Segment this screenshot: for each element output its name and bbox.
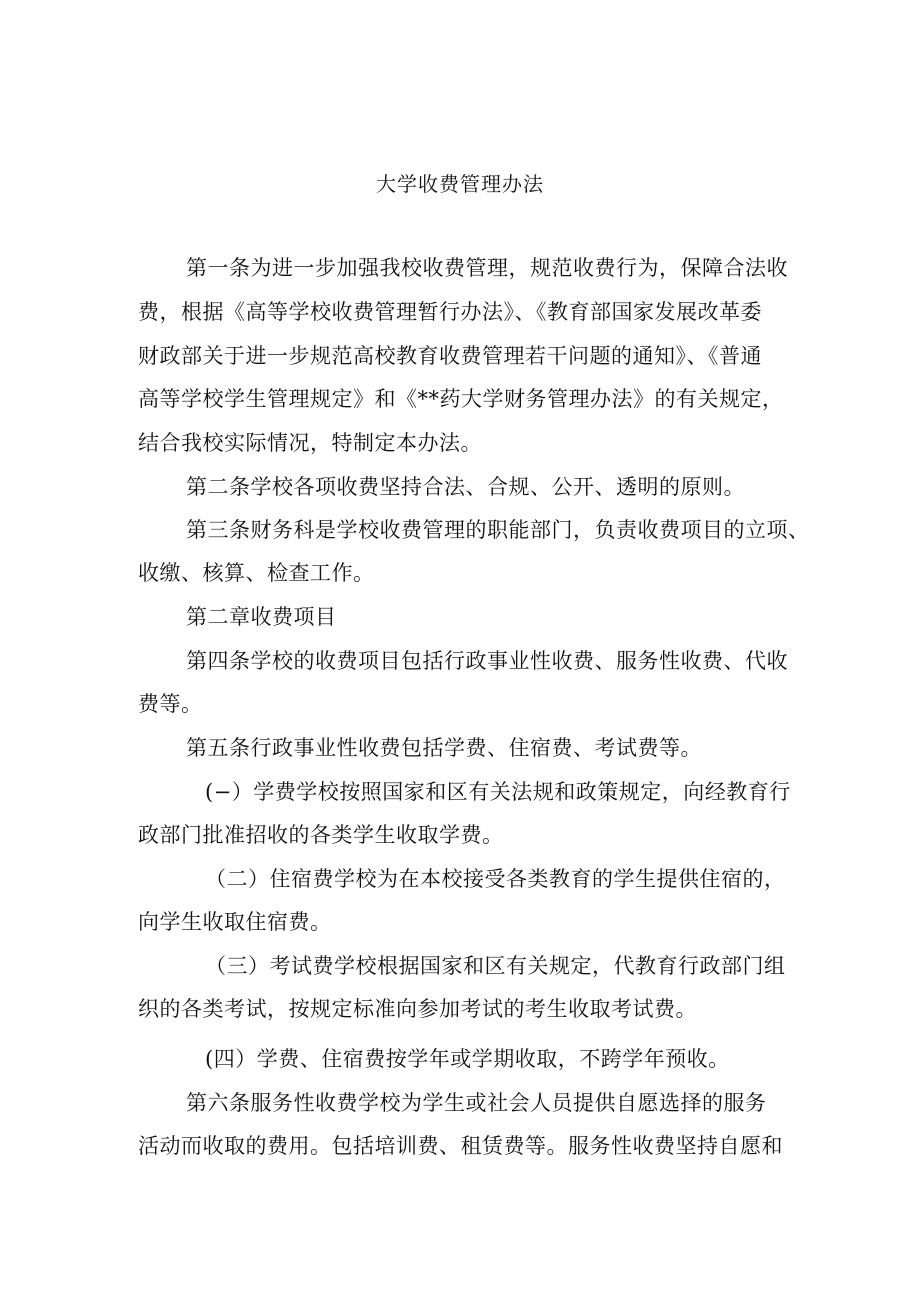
text-line: 财政部关于进一步规范高校教育收费管理若干问题的通知》、《普通 [138,344,762,368]
text-line: 向学生收取住宿费。 [138,910,332,934]
text-line: 第四条学校的收费项目包括行政事业性收费、服务性收费、代收 [186,649,788,673]
chapter-heading: 第二章收费项目 [186,605,337,629]
document-title: 大学收费管理办法 [376,172,544,196]
text-line: (四）学费、住宿费按学年或学期收取，不跨学年预收。 [205,1047,730,1071]
text-line: 费等。 [138,692,203,716]
text-line: （二）住宿费学校为在本校接受各类教育的学生提供住宿的， [205,867,786,891]
text-line: 第一条为进一步加强我校收费管理，规范收费行为，保障合法收 [186,256,788,280]
text-line: 第五条行政事业性收费包括学费、住宿费、考试费等。 [186,736,702,760]
text-line: 政部门批准招收的各类学生收取学费。 [138,823,504,847]
text-line: 高等学校学生管理规定》和《**药大学财务管理办法》的有关规定， [138,387,784,411]
text-line: (−）学费学校按照国家和区有关法规和政策规定，向经教育行 [205,780,791,804]
text-line: 费，根据《高等学校收费管理暂行办法》、《教育部国家发展改革委 [138,300,762,324]
text-line: 活动而收取的费用。包括培训费、租赁费等。服务性收费坚持自愿和 [138,1134,783,1158]
text-line: 织的各类考试，按规定标准向参加考试的考生收取考试费。 [138,997,697,1021]
text-line: （三）考试费学校根据国家和区有关规定，代教育行政部门组 [205,954,786,978]
text-line: 第二条学校各项收费坚持合法、合规、公开、透明的原则。 [186,475,745,499]
text-line: 结合我校实际情况，特制定本办法。 [138,431,482,455]
text-line: 收缴、核算、检查工作。 [138,561,375,585]
text-line: 第三条财务科是学校收费管理的职能部门，负责收费项目的立项、 [186,518,810,542]
text-line: 第六条服务性收费学校为学生或社会人员提供自愿选择的服务 [186,1091,767,1115]
